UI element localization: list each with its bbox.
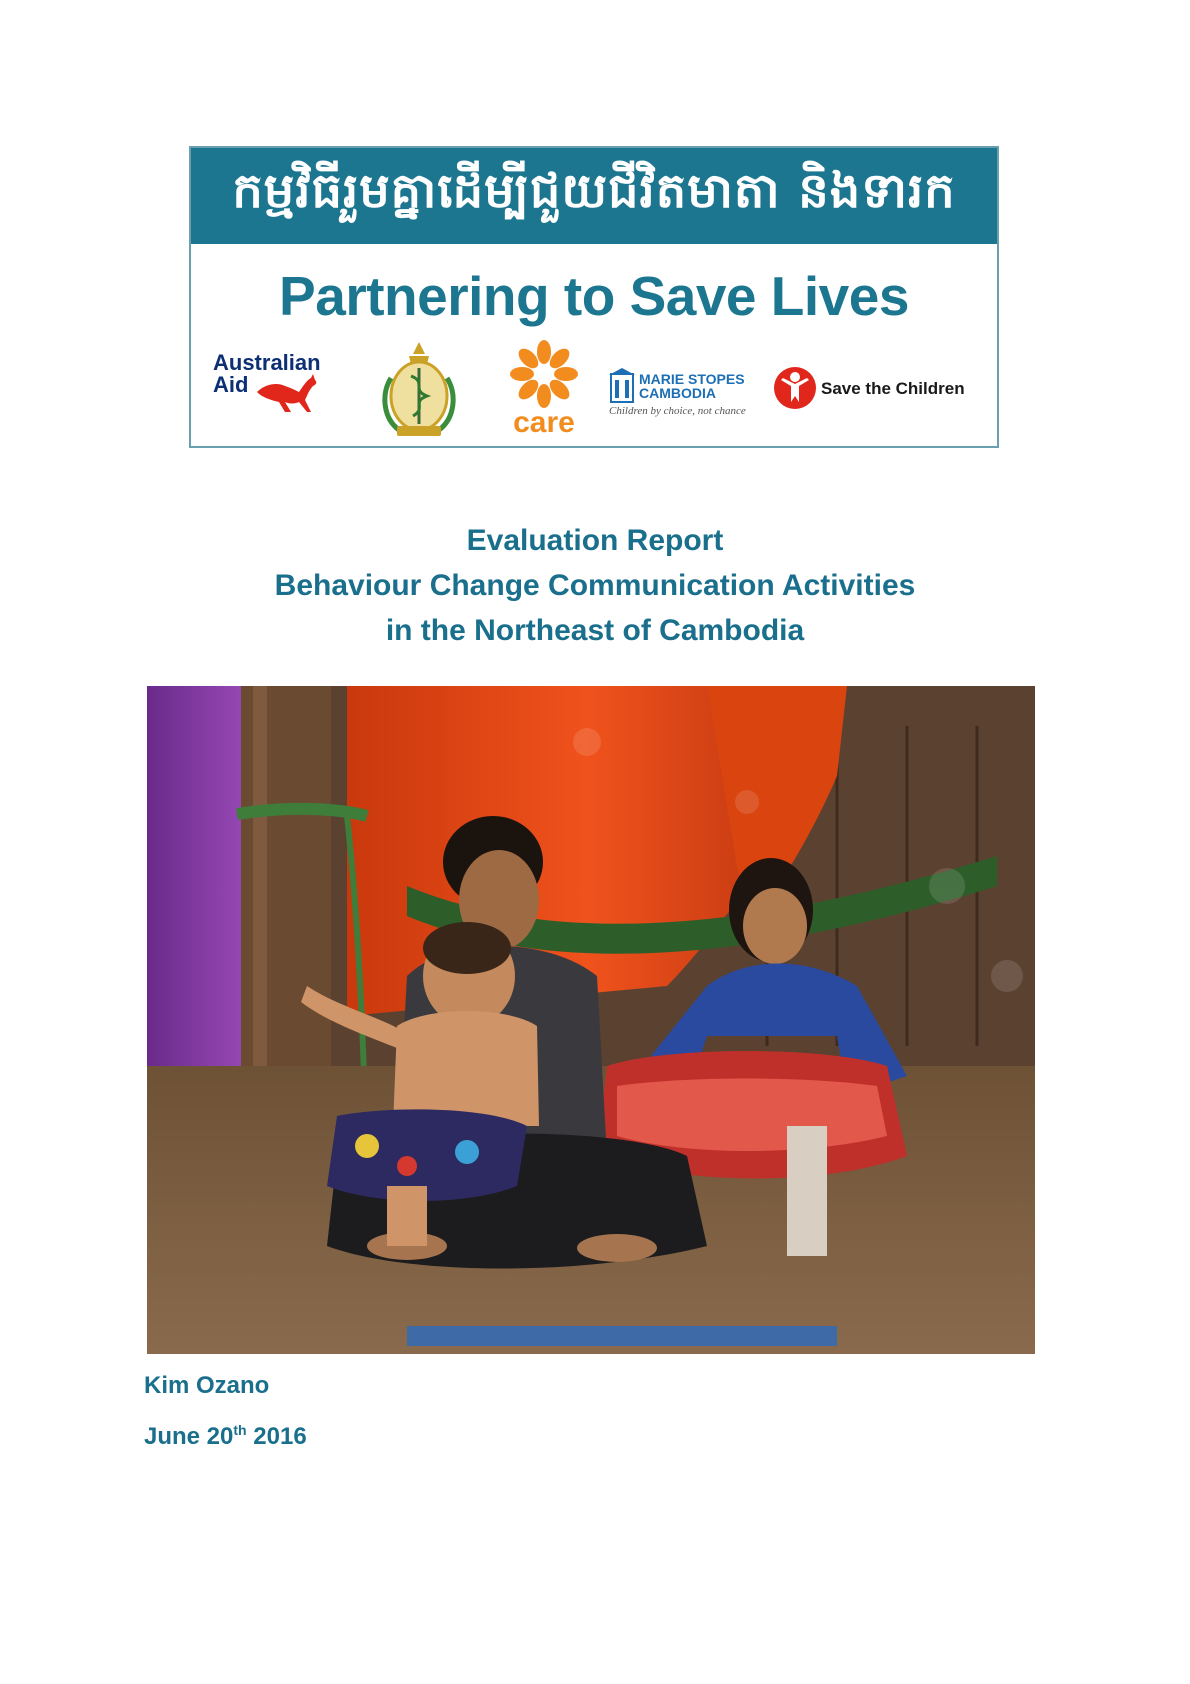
report-title	[0, 518, 1190, 653]
kangaroo-icon	[251, 370, 321, 416]
marie-stopes-line1: MARIE STOPES	[639, 371, 745, 387]
report-date	[144, 1422, 307, 1451]
partner-logos	[191, 338, 997, 438]
title-line-2: Behaviour Change Communication Activities	[274, 569, 916, 602]
care-hands-circle-icon	[503, 338, 585, 410]
australian-aid-line2: Aid	[213, 372, 249, 397]
title-line-3: in the Northeast of Cambodia	[385, 614, 805, 647]
marie-stopes-building-icon	[609, 368, 635, 404]
marie-stopes-tagline: Children by choice, not chance	[609, 405, 746, 417]
date-superscript: th	[233, 1422, 247, 1438]
save-the-children-figure-icon	[773, 366, 817, 410]
australian-aid-line1: Australian	[213, 350, 321, 375]
save-the-children-logo	[773, 366, 983, 410]
khmer-title: កម្មវិធីរួមគ្នាដើម្បីជួយជីវិតមាតា និងទារក	[191, 148, 997, 244]
title-line-1: Evaluation Report	[466, 524, 724, 557]
date-prefix: June 20	[144, 1423, 234, 1450]
care-logo	[503, 338, 585, 442]
marie-stopes-line2: CAMBODIA	[639, 385, 716, 401]
australian-aid-logo	[213, 352, 323, 422]
cover-photo	[147, 686, 1035, 1354]
marie-stopes-logo	[609, 368, 759, 428]
save-the-children-text: Save the Children	[821, 379, 965, 398]
banner-title: Partnering to Save Lives	[279, 265, 909, 327]
author-name: Kim Ozano	[144, 1372, 270, 1399]
project-banner	[189, 146, 999, 448]
date-suffix: 2016	[246, 1423, 307, 1450]
care-wordmark: care	[513, 406, 575, 439]
ministry-of-health-emblem-icon	[369, 338, 469, 442]
